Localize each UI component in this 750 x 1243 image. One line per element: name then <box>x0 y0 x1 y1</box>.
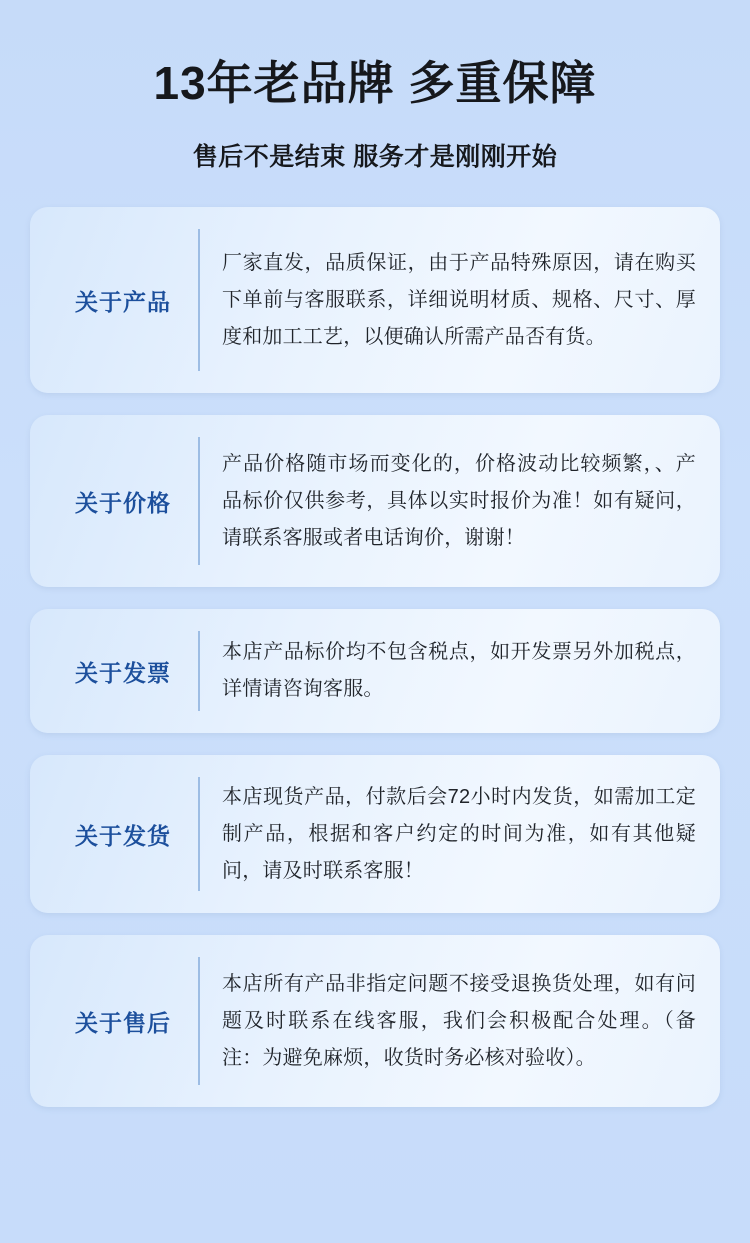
info-card-label: 关于价格 <box>75 489 171 516</box>
info-card-text: 本店产品标价均不包含税点，如开发票另外加税点，详情请咨询客服。 <box>222 641 696 701</box>
info-card-label: 关于产品 <box>75 288 171 315</box>
vertical-divider <box>198 631 200 711</box>
vertical-divider <box>198 437 200 565</box>
page-title: 13年老品牌 多重保障 <box>153 57 597 109</box>
info-card-list <box>0 207 750 1107</box>
info-card-shipping <box>30 755 720 913</box>
info-card-label: 关于售后 <box>75 1009 171 1036</box>
info-card-text: 厂家直发，品质保证，由于产品特殊原因，请在购买下单前与客服联系，详细说明材质、规格、尺寸、厚度和加工工艺，以便确认所需产品否有货。 <box>222 251 696 348</box>
info-card-label: 关于发票 <box>75 659 171 686</box>
vertical-divider <box>198 957 200 1085</box>
info-card-invoice <box>30 609 720 733</box>
info-card-text: 本店现货产品，付款后会72小时内发货，如需加工定制产品，根据和客户约定的时间为准，如有其他疑问，请及时联系客服！ <box>222 785 696 882</box>
page-header <box>0 0 750 173</box>
info-card-price <box>30 415 720 587</box>
vertical-divider <box>198 229 200 371</box>
page-subtitle: 售后不是结束 服务才是刚刚开始 <box>192 143 558 172</box>
info-card-product <box>30 207 720 393</box>
vertical-divider <box>198 777 200 891</box>
info-card-label: 关于发货 <box>75 822 171 849</box>
info-card-text: 产品价格随市场而变化的，价格波动比较频繁，、产品标价仅供参考，具体以实时报价为准！如有疑问，请联系客服或者电话询价，谢谢！ <box>222 452 696 549</box>
info-card-aftersales <box>30 935 720 1107</box>
info-card-text: 本店所有产品非指定问题不接受退换货处理，如有问题及时联系在线客服，我们会积极配合处理。（备注：为避免麻烦，收货时务必核对验收）。 <box>222 972 696 1069</box>
